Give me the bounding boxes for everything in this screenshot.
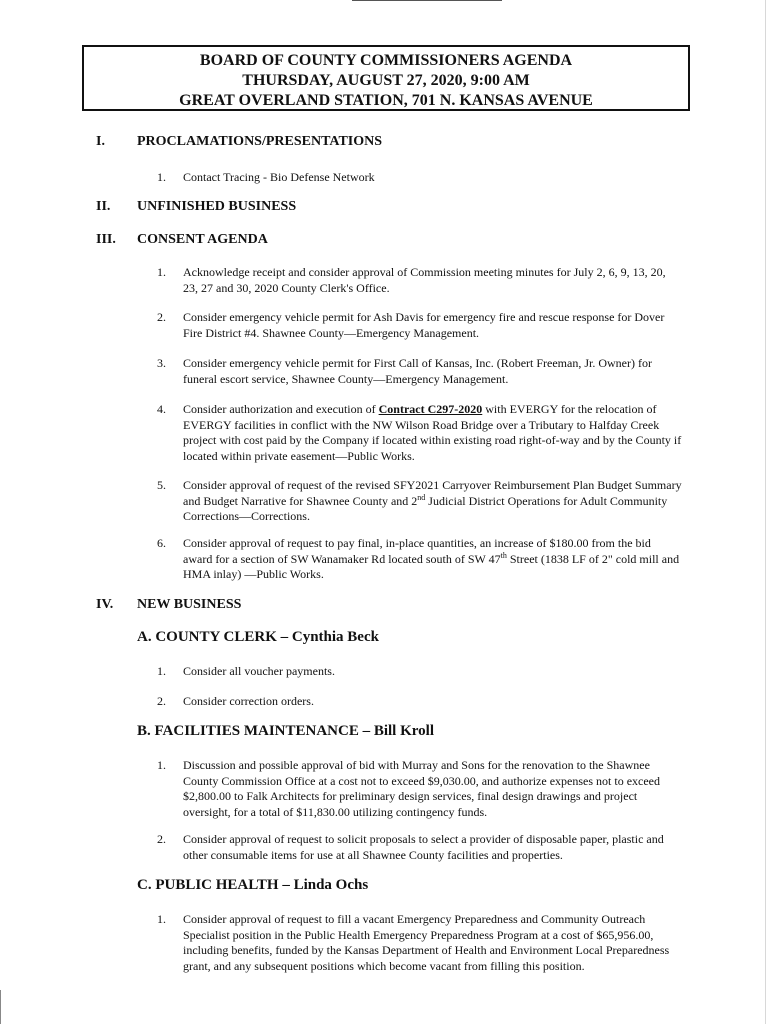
item-text-pre: Consider approval of request of the revised SFY2021 Carryover Reimbursement Plan Budget Summary and Budget Narrative for Shawnee County and 2	[183, 478, 682, 508]
item-text: Consider approval of request to solicit proposals to select a provider of disposable paper, plastic and other consumable items for use at all Shawnee County facilities and properties.	[183, 832, 664, 862]
item-text: Consider all voucher payments.	[183, 664, 335, 678]
item-text: Consider approval of request to fill a vacant Emergency Preparedness and Community Outreach Specialist position in the Public Health Emergency Preparedness Program at a cost of $65,956.00, including benefits, funded by the Kansas Department of Health and Environment Local Preparedness grant, and any subsequent positions which become vacant from filling this position.	[183, 912, 670, 973]
section-title: CONSENT AGENDA	[137, 232, 268, 247]
item-text-post: with EVERGY for the relocation of EVERGY facilities in conflict with the NW Wilson Road Bridge over a Tributary to Halfday Creek project with cost paid by the Company if located within existing road right-of-way and by the County if located within private easement—Public Works.	[183, 402, 682, 463]
item-number: 1.	[157, 664, 166, 678]
item-number: 5.	[157, 478, 166, 492]
section-number: III.	[96, 232, 116, 247]
section-number: II.	[96, 199, 111, 214]
scan-top-line	[352, 0, 502, 1]
subsection-facilities-maintenance: B. FACILITIES MAINTENANCE – Bill Kroll	[137, 723, 434, 739]
scan-left-mark	[0, 990, 1, 1024]
item-text	[183, 536, 683, 583]
header-title: BOARD OF COUNTY COMMISSIONERS AGENDA	[199, 52, 573, 69]
item-text-pre: Consider authorization and execution of	[183, 402, 379, 416]
ordinal-suffix: nd	[417, 492, 426, 502]
item-number: 3.	[157, 356, 166, 370]
item-text: Discussion and possible approval of bid with Murray and Sons for the renovation to the Shawnee County Commission Office at a cost not to exceed $9,030.00, and authorize expenses not to exceed $2,800.00 to Falk Architects for preliminary design services, final design drawings and project oversight, for a total of $11,830.00 utilizing contingency funds.	[183, 758, 660, 819]
header-location: GREAT OVERLAND STATION, 701 N. KANSAS AVENUE	[179, 92, 593, 109]
item-number: 1.	[157, 170, 166, 184]
item-number: 2.	[157, 310, 166, 324]
item-text-post: Street (1838 LF of 2" cold mill and HMA inlay) —Public Works.	[183, 551, 680, 582]
subsection-county-clerk: A. COUNTY CLERK – Cynthia Beck	[137, 629, 379, 645]
item-number: 1.	[157, 912, 166, 926]
item-text: Contact Tracing - Bio Defense Network	[183, 170, 375, 184]
scan-right-edge	[765, 0, 766, 1024]
item-text: Acknowledge receipt and consider approval of Commission meeting minutes for July 2, 6, 9, 13, 20, 23, 27 and 30, 2020 County Clerk's Office.	[183, 265, 666, 295]
section-title: UNFINISHED BUSINESS	[137, 199, 297, 214]
item-number: 1.	[157, 265, 166, 279]
item-number: 6.	[157, 536, 166, 550]
section-title: PROCLAMATIONS/PRESENTATIONS	[137, 134, 383, 149]
item-text-post: Judicial District Operations for Adult Community Corrections—Corrections.	[183, 493, 668, 524]
item-text: Consider correction orders.	[183, 694, 314, 708]
item-number: 1.	[157, 758, 166, 772]
ordinal-suffix: th	[500, 550, 507, 560]
section-number: IV.	[96, 597, 114, 612]
item-text	[183, 402, 683, 464]
item-text: Consider emergency vehicle permit for First Call of Kansas, Inc. (Robert Freeman, Jr. Owner) for funeral escort service, Shawnee County—Emergency Management.	[183, 356, 652, 386]
item-text-pre: Consider approval of request to pay final, in-place quantities, an increase of $180.00 from the bid award for a section of SW Wanamaker Rd located south of SW 47	[183, 536, 651, 566]
item-number: 2.	[157, 694, 166, 708]
subsection-public-health: C. PUBLIC HEALTH – Linda Ochs	[137, 877, 369, 893]
item-text	[183, 478, 683, 525]
item-number: 2.	[157, 832, 166, 846]
section-number: I.	[96, 134, 105, 149]
section-title: NEW BUSINESS	[137, 597, 242, 612]
item-text: Consider emergency vehicle permit for Ash Davis for emergency fire and rescue response for Dover Fire District #4. Shawnee County—Emergency Management.	[183, 310, 665, 340]
header-date: THURSDAY, AUGUST 27, 2020, 9:00 AM	[242, 72, 530, 89]
agenda-header-box	[82, 45, 690, 111]
contract-link[interactable]: Contract C297-2020	[378, 402, 483, 416]
item-number: 4.	[157, 402, 166, 416]
